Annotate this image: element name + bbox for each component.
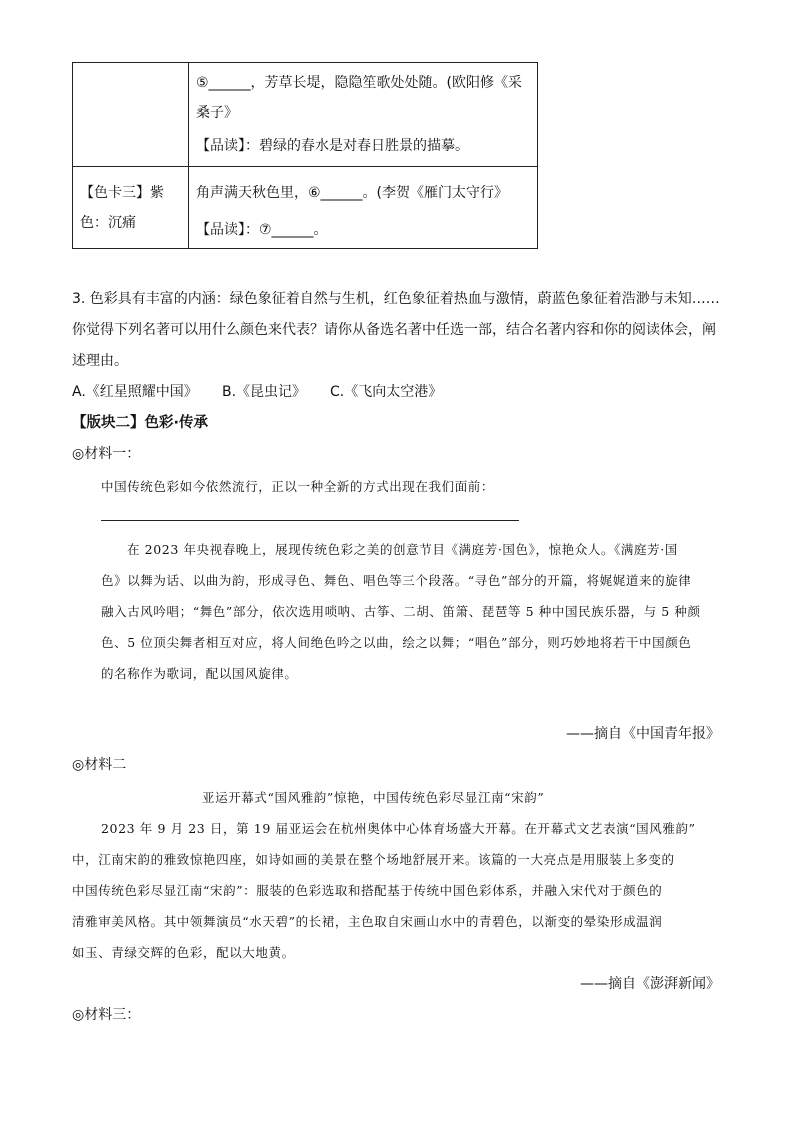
material-1-intro: 中国传统色彩如今依然流行，正以一种全新的方式出现在我们面前： <box>101 479 495 494</box>
poem-line: 角声满天秋色里，⑥______。(李贺《雁门太守行》 <box>196 185 509 201</box>
material-1-source: ——摘自《中国青年报》 <box>566 726 720 742</box>
material-2-headline: 亚运开幕式“国风雅韵”惊艳，中国传统色彩尽显江南“宋韵” <box>202 790 545 805</box>
material-1-paragraph-line: 在 2023 年央视春晚上，展现传统色彩之美的创意节目《满庭芳·国色》，惊艳众人。《满庭芳·国 <box>127 542 678 557</box>
color-card-label: 色：沉痛 <box>80 215 136 231</box>
color-card-label: 【色卡三】紫 <box>80 185 164 201</box>
option-c: C.《飞向太空港》 <box>330 384 443 400</box>
material-1-paragraph-line: 色》以舞为话、以曲为韵，形成寻色、舞色、唱色等三个段落。“寻色”部分的开篇，将娓娓道来的旋律 <box>101 573 692 588</box>
table-cell-empty <box>73 63 189 167</box>
material-1-paragraph-line: 色、5 位顶尖舞者相互对应，将人间绝色吟之以曲，绘之以舞；“唱色”部分，则巧妙地将若干中国颜色 <box>101 635 692 650</box>
material-2-paragraph-line: 中国传统色彩尽显江南“宋韵”：服装的色彩选取和搭配基于传统中国色彩体系，并融入宋代对于颜色的 <box>72 883 663 898</box>
material-2-paragraph-line: 中，江南宋韵的雅致惊艳四座，如诗如画的美景在整个场地舒展开来。该篇的一大亮点是用服装上多变的 <box>72 852 675 867</box>
material-2-paragraph-line: 2023 年 9 月 23 日，第 19 届亚运会在杭州奥体中心体育场盛大开幕。在开幕式文艺表演“国风雅韵” <box>101 821 696 836</box>
reading-note: 【品读】：碧绿的春水是对春日胜景的描摹。 <box>196 138 469 154</box>
material-2-label: ◎材料二 <box>72 757 127 773</box>
question-text: 3. 色彩具有丰富的内涵：绿色象征着自然与生机，红色象征着热血与激情，蔚蓝色象征着浩渺与未知…… <box>72 291 720 307</box>
poem-line: ⑤______，芳草长堤，隐隐笙歌处处随。(欧阳修《采 <box>196 75 523 91</box>
material-1-paragraph-line: 融入古风吟唱；“舞色”部分，依次选用唢呐、古筝、二胡、笛箫、琵琶等 5 种中国民族乐器，与 5 种颜 <box>101 604 701 619</box>
material-1-paragraph-line: 的名称作为歌词，配以国风旋律。 <box>101 666 298 681</box>
reading-note: 【品读】：⑦______。 <box>196 222 328 238</box>
material-2-source: ——摘自《澎湃新闻》 <box>580 976 720 992</box>
material-2-paragraph-line: 清雅审美风格。其中领舞演员“水天碧”的长裙，主色取自宋画山水中的青碧色，以渐变的晕染形成温润 <box>72 914 663 929</box>
question-text: 述理由。 <box>72 353 128 369</box>
table-cell-color-card-3 <box>73 167 189 249</box>
option-a: A.《红星照耀中国》 <box>72 384 198 400</box>
option-b: B.《昆虫记》 <box>222 384 307 400</box>
poem-line: 桑子》 <box>196 105 238 121</box>
section-title: 【版块二】色彩·传承 <box>72 415 209 431</box>
material-3-label: ◎材料三： <box>72 1007 141 1023</box>
question-text: 你觉得下列名著可以用什么颜色来代表？请你从备选名著中任选一部，结合名著内容和你的阅读体会，阐 <box>72 322 716 338</box>
material-2-paragraph-line: 如玉、青绿交辉的色彩，配以大地黄。 <box>72 945 295 960</box>
divider-line <box>101 520 519 521</box>
material-1-label: ◎材料一： <box>72 446 141 462</box>
